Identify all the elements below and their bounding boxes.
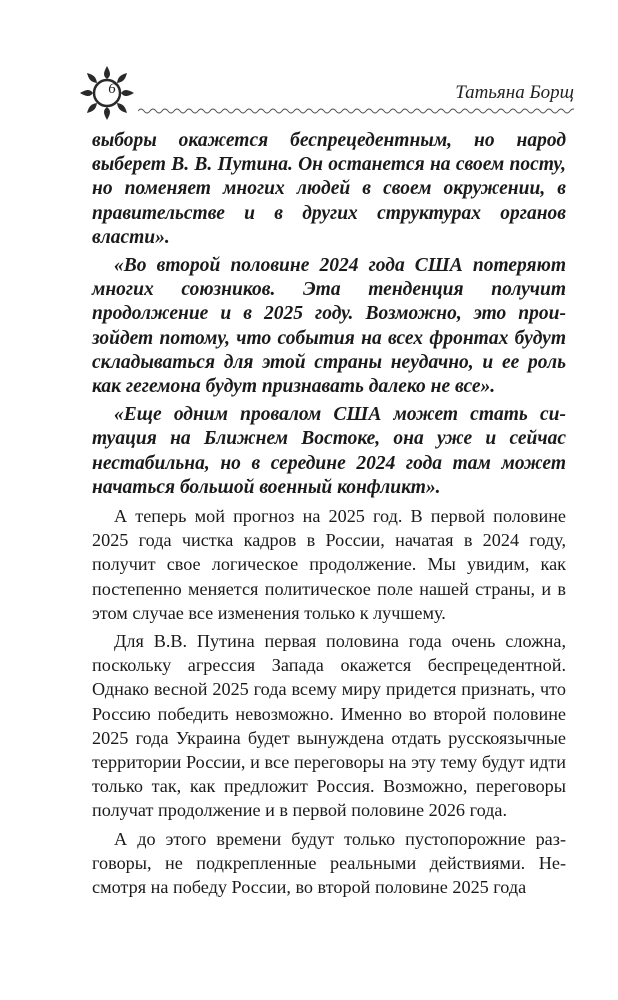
page-body	[92, 129, 566, 899]
paragraph-putin-first-half: Для В.В. Путина первая половина года очень сложна, поскольку агрессия Запада окажется беспрецедентной. Однако весной 2025 года всему миру придется признать, что Россию победить невозможно. Именно во второй половине 2025 года Украина будет вынуждена отдать русскоязычные территории России, и все переговоры на эту тему будут идти только так, как предложит Россия. Возможно, переговоры получат продолжение и в первой половине 2026 года.	[92, 631, 566, 821]
page-number: 6	[108, 81, 116, 97]
paragraph-bold-quote-middle-east: «Еще одним провалом США может стать ситуация на Ближнем Востоке, она уже и сейчас нестабильна, но в середине 2024 года там может начаться большой военный конфликт».	[92, 404, 566, 498]
paragraph-bold-quote-usa-allies: «Во второй половине 2024 года США потеряют многих союзников. Эта тенденция получит продолжение и в 2025 году. Возможно, это произойдет потому, что события на всех фронтах будут складываться для этой страны неудачно, и ее роль как гегемона будут признавать далеко не все».	[92, 255, 566, 398]
header-wave-rule	[138, 106, 574, 116]
paragraph-forecast-2025: А теперь мой прогноз на 2025 год. В первой половине 2025 года чистка кадров в России, начатая в 2024 году, получит свое логическое продолжение. Мы увидим, как постепенно меняется политическое поле нашей страны, и в этом случае все изменения только к лучшему.	[92, 506, 566, 623]
running-header	[84, 64, 574, 134]
paragraph-bold-continuation: выборы окажется беспрецедентным, но народ выберет В. В. Путина. Он останется на своем посту, но поменяет многих людей в своем окружении, в правительстве и в других структурах органов власти».	[92, 130, 566, 248]
paragraph-empty-talk: А до этого времени будут только пустопорожние разговоры, не подкрепленные реальными действиями. Несмотря на победу России, во второй половине 2025 года	[92, 828, 566, 898]
running-header-author: Татьяна Борщ	[455, 82, 574, 103]
